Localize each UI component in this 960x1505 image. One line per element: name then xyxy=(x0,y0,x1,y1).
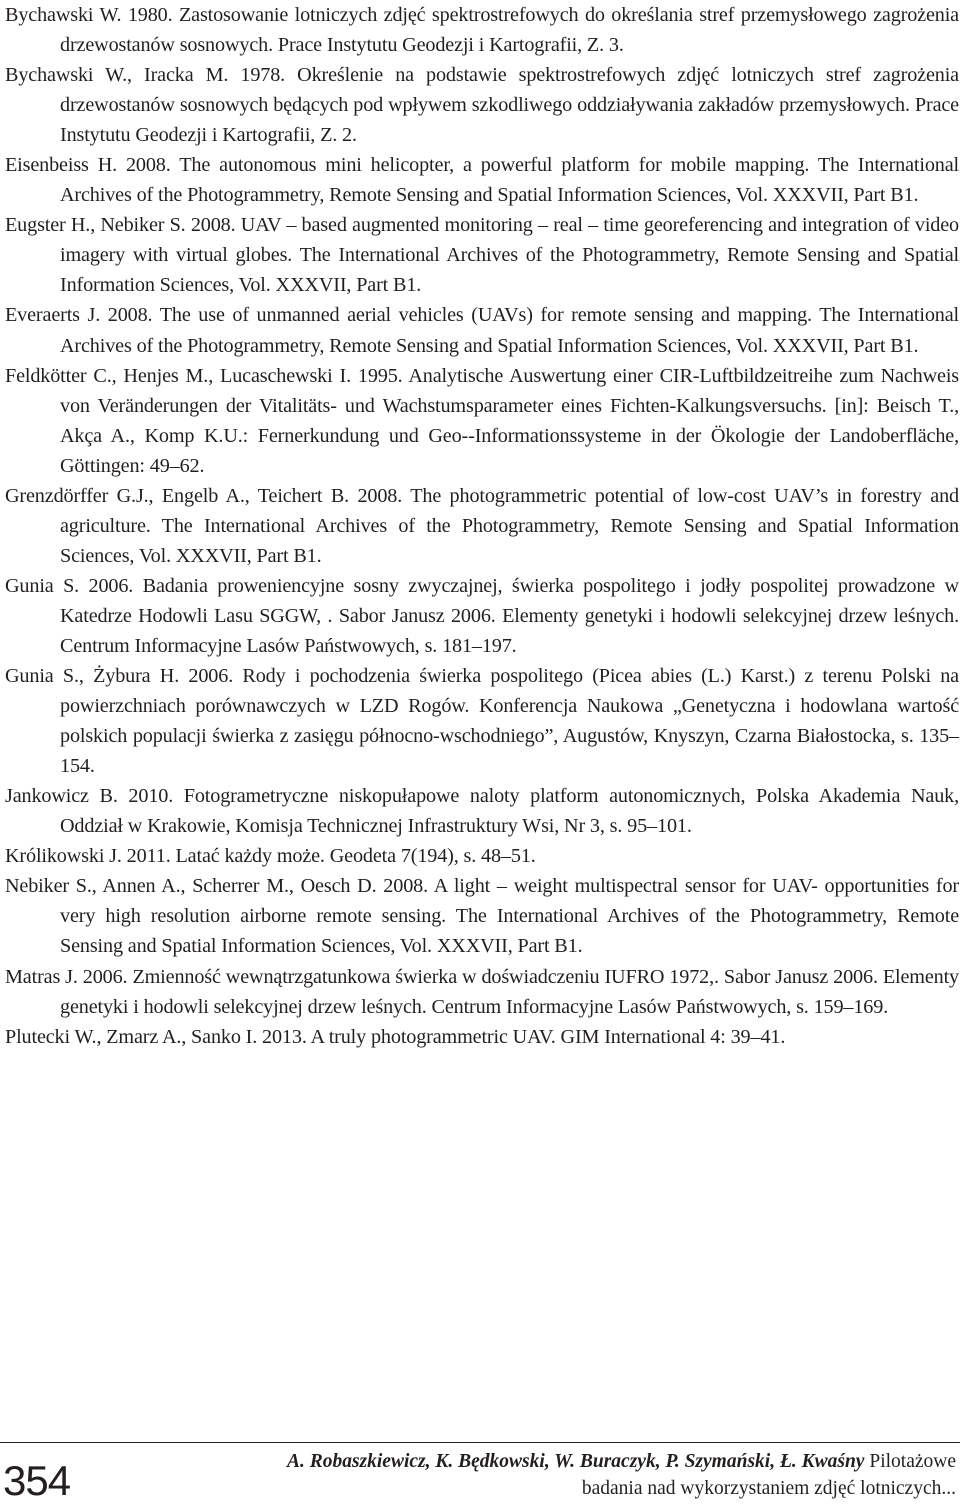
reference-entry: Bychawski W., Iracka M. 1978. Określenie na podstawie spektrostrefowych zdjęć lotniczych stref zagrożenia drzewostanów sosnowych będących pod wpływem szkodliwego oddziaływania zakładów przemysłowych. Prace Instytutu Geodezji i Kartografii, Z. 2. xyxy=(5,64,959,147)
reference-entry: Bychawski W. 1980. Zastosowanie lotniczych zdjęć spektrostrefowych do określania stref przemysłowego zagrożenia drzewostanów sosnowych. Prace Instytutu Geodezji i Kartografii, Z. 3. xyxy=(5,4,959,57)
reference-entry: Plutecki W., Zmarz A., Sanko I. 2013. A truly photogrammetric UAV. GIM International 4: 39–41. xyxy=(5,1025,786,1048)
reference-entry: Jankowicz B. 2010. Fotogrametryczne niskopułapowe naloty platform autonomicznych, Polska Akademia Nauk, Oddział w Krakowie, Komisja Technicznej Infrastruktury Wsi, Nr 3, s. 95–101. xyxy=(5,785,959,838)
reference-entry: Feldkötter C., Henjes M., Lucaschewski I. 1995. Analytische Auswertung einer CIR-Luftbildzeitreihe zum Nachweis von Veränderungen der Vitalitäts- und Wachstumsparameter eines Fichten-Kalkungsversuchs. [in]: Beisch T., Akça A., Komp K.U.: Fernerkundung und Geo--Informationssysteme in der Ökologie der Landoberfläche, Göttingen: 49–62. xyxy=(5,364,959,477)
running-footer-title-part-2: badania nad wykorzystaniem zdjęć lotniczych... xyxy=(581,1478,956,1499)
reference-entry: Matras J. 2006. Zmienność wewnątrzgatunkowa świerka w doświadczeniu IUFRO 1972,. Sabor Janusz 2006. Elementy genetyki i hodowli selekcyjnej drzew leśnych. Centrum Informacyjne Lasów Państwowych, s. 159–169. xyxy=(5,965,959,1018)
running-footer-authors: A. Robaszkiewicz, K. Będkowski, W. Buraczyk, P. Szymański, Ł. Kwaśny xyxy=(286,1451,865,1472)
reference-entry: Eisenbeiss H. 2008. The autonomous mini helicopter, a powerful platform for mobile mapping. The International Archives of the Photogrammetry, Remote Sensing and Spatial Information Sciences, Vol. XXXVII, Part B1. xyxy=(5,154,959,207)
reference-entry: Gunia S., Żybura H. 2006. Rody i pochodzenia świerka pospolitego (Picea abies (L.) Karst.) z terenu Polski na powierzchniach porównawczych w LZD Rogów. Konferencja Naukowa „Genetyczna i hodowlana wartość polskich populacji świerka z zasięgu północno-wschodniego”, Augustów, Knyszyn, Czarna Białostocka, s. 135–154. xyxy=(5,665,959,778)
reference-list xyxy=(5,0,959,1052)
footer-rule xyxy=(0,1442,960,1443)
reference-entry: Nebiker S., Annen A., Scherrer M., Oesch D. 2008. A light – weight multispectral sensor for UAV- opportunities for very high resolution airborne remote sensing. The International Archives of the Photogrammetry, Remote Sensing and Spatial Information Sciences, Vol. XXXVII, Part B1. xyxy=(5,875,959,958)
page-number: 354 xyxy=(3,1457,71,1504)
reference-entry: Everaerts J. 2008. The use of unmanned aerial vehicles (UAVs) for remote sensing and mapping. The International Archives of the Photogrammetry, Remote Sensing and Spatial Information Sciences, Vol. XXXVII, Part B1. xyxy=(5,304,959,357)
reference-entry: Grenzdörffer G.J., Engelb A., Teichert B. 2008. The photogrammetric potential of low-cost UAV’s in forestry and agriculture. The International Archives of the Photogrammetry, Remote Sensing and Spatial Information Sciences, Vol. XXXVII, Part B1. xyxy=(5,484,959,567)
reference-entry: Eugster H., Nebiker S. 2008. UAV – based augmented monitoring – real – time georeferencing and integration of video imagery with virtual globes. The International Archives of the Photogrammetry, Remote Sensing and Spatial Information Sciences, Vol. XXXVII, Part B1. xyxy=(5,214,959,297)
running-footer-line-1 xyxy=(287,1448,956,1475)
reference-entry: Gunia S. 2006. Badania proweniencyjne sosny zwyczajnej, świerka pospolitego i jodły pospolitej prowadzone w Katedrze Hodowli Lasu SGGW, . Sabor Janusz 2006. Elementy genetyki i hodowli selekcyjnej drzew leśnych. Centrum Informacyjne Lasów Państwowych, s. 181–197. xyxy=(5,574,959,657)
running-footer xyxy=(287,1448,956,1502)
reference-entry: Królikowski J. 2011. Latać każdy może. Geodeta 7(194), s. 48–51. xyxy=(5,845,536,868)
running-footer-title-part-1: Pilotażowe xyxy=(869,1451,956,1472)
